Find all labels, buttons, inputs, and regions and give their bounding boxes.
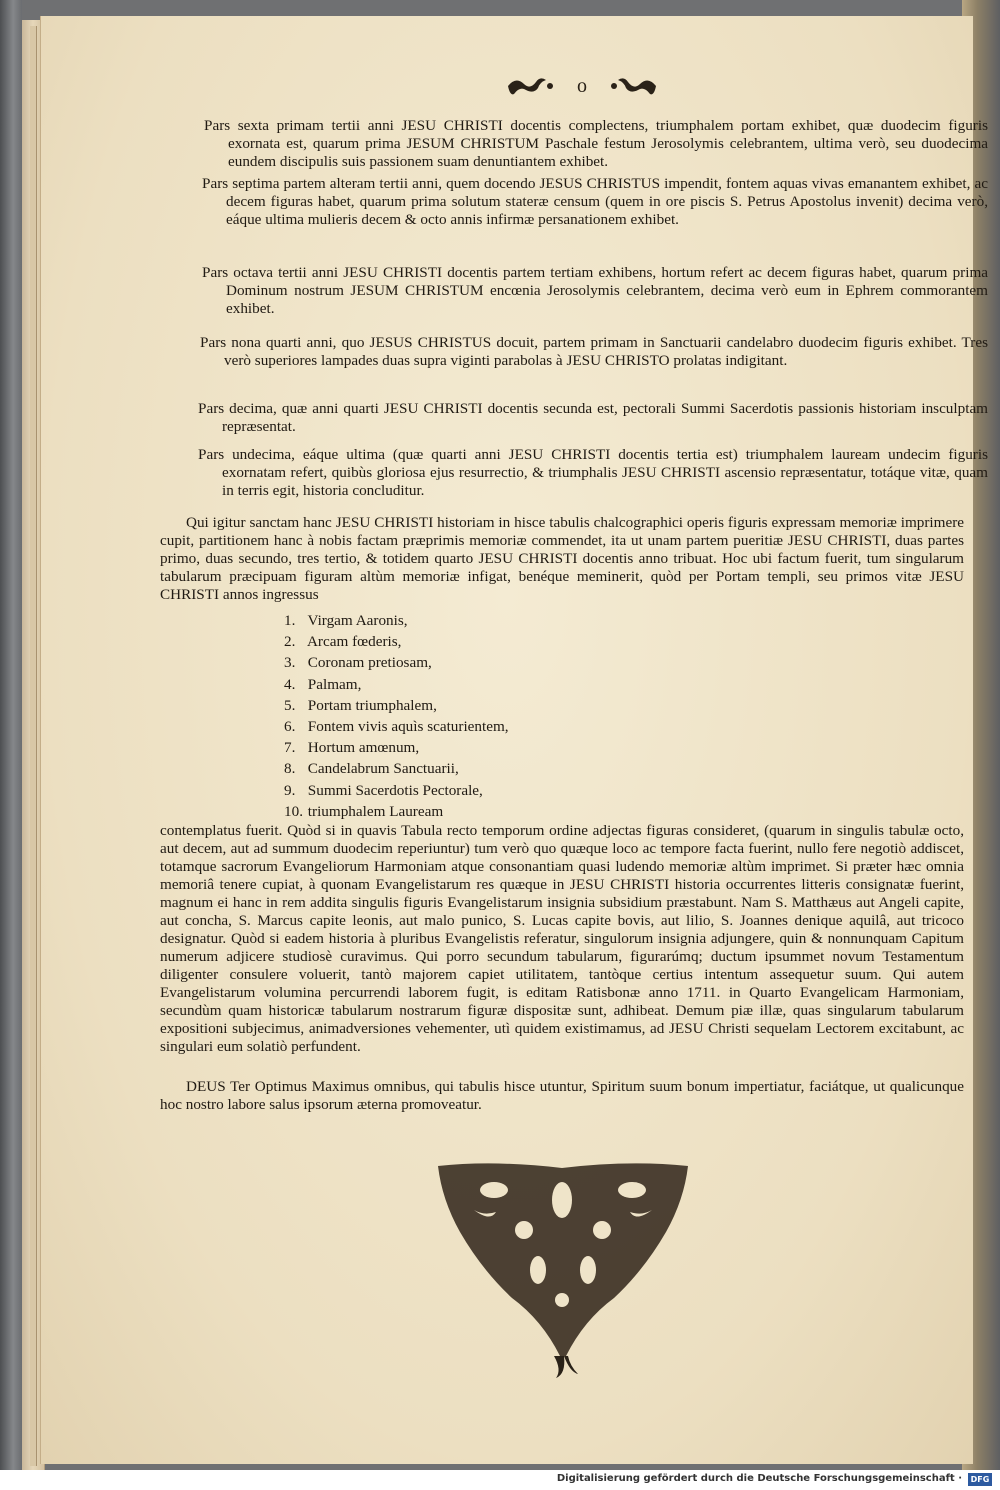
fleuron-ornament-icon (504, 72, 660, 100)
list-item: 9. Summi Sacerdotis Pectorale, (284, 781, 483, 799)
paragraph-intro: Qui igitur sanctam hanc JESU CHRISTI historiam in hisce tabulis chalcographici operis figuris expressam memoriæ imprimere cupit, partitionem hanc à nobis factam præprimis memoriæ commendet, ita ut unam partem pueritiæ JESU CHRISTI, duas partes primo, duas secundo, tres tertio, & totidem quarto JESU CHRISTI docentis anno tribuat. Hoc ubi factum fuerit, tum singularum tabularum præcipuam figuram altùm memoriæ infigat, benéque meminerit, quòd per Portam templi, seu primos vitæ JESU CHRISTI annos ingressus (160, 514, 964, 603)
paragraph-pars-octava: Pars octava tertii anni JESU CHRISTI docentis partem tertiam exhibens, hortum refert ac decem figuras habet, quarum prima Dominum nostrum JESUM CHRISTUM encœnia Jerosolymis celebrantem, decima verò eum in Ephrem commorantem exhibet. (202, 264, 988, 317)
list-item: 8. Candelabrum Sanctuarii, (284, 760, 459, 778)
book-binding (0, 0, 22, 1490)
list-item: 2. Arcam fœderis, (284, 633, 402, 651)
page-stack-left-inner (30, 26, 37, 1466)
paragraph-continuation: contemplatus fuerit. Quòd si in quavis Tabula recto temporum ordine adjectas figuras consideret, (quarum in singulis tabulæ octo, aut decem, aut ad summum duodecim reperiuntur) tum verò quo quæque loco ac tempore facta fuerint, nullo fere negotiò addiscet, totamque sacrorum Evangeliorum Harmoniam atque consonantiam quasi ludendo memoriæ altùm imprimet. Si præter hæc omnia memoriâ tenere cupiat, à quonam Evangelistarum res quæque in JESU CHRISTI historia occurrentes litteris consignatæ fuerint, magnum ei hanc in rem addita singulis figuris Evangelistarum insignia subsidium præstabunt. Nam S. Matthæus aut Angeli capite, aut concha, S. Marcus capite leonis, aut malo punico, S. Lucas capite bovis, aut lilio, S. Joannes denique aquilâ, aut tricoco designatur. Quòd si eadem historia à pluribus Evangelistis referatur, singulorum insignia adjungere, quin & nonnunquam Capitum numerum adjicere studiosè curavimus. Qui porro secundum tabularum, figurarúmq; ductum ipsummet novum Testamentum diligenter consulere voluerit, tantò majorem capiet utilitatem, tantòque certius intentum assequetur suum. Qui autem Evangelistarum volumina percurrendi laborem fugit, is editam Ratisbonæ anno 1711. in Quarto Evangelicam Harmoniam, secundùm quam historicæ tabularum nostrarum figuræ dispositæ sunt, adhibeat. Demum piæ illæ, quas singularum tabularum expositioni subjecimus, animadversiones vehementer, utì quidem existimamus, ad JESU Christi sequelam Lectorem excitabunt, ac singulari eum solatiò perfundent. (160, 822, 964, 1055)
floral-vignette-icon (434, 1160, 692, 1378)
footer-credit: Digitalisierung gefördert durch die Deutsche Forschungsgemeinschaft · (556, 1473, 962, 1484)
paragraph-pars-septima: Pars septima partem alteram tertii anni, quem docendo JESUS CHRISTUS impendit, fontem aquas vivas emanantem exhibet, ac decem figuras habet, quarum prima solutum stateræ censum (quem in ore piscis S. Petrus Apostolus invenit) decima verò, eáque ultima mulieris decem & octo annis infirmæ persanationem exhibet. (202, 175, 988, 228)
list-item: 4. Palmam, (284, 675, 362, 693)
paragraph-pars-decima: Pars decima, quæ anni quarti JESU CHRISTI docentis secunda est, pectorali Summi Sacerdotis passionis historiam insculptam repræsentat. (198, 400, 988, 435)
list-item: 1. Virgam Aaronis, (284, 612, 408, 629)
header-letter: o (577, 75, 587, 97)
list-item: 10. triumphalem Lauream (284, 802, 444, 820)
list-item: 7. Hortum amœnum, (284, 739, 420, 757)
paragraph-closing: DEUS Ter Optimus Maximus omnibus, qui tabulis hisce utuntur, Spiritum suum bonum impertiatur, faciátque, ut qualicunque hoc nostro labore salus ipsorum æterna promoveatur. (160, 1078, 964, 1113)
paragraph-pars-nona: Pars nona quarti anni, quo JESUS CHRISTUS docuit, partem primam in Sanctuarii candelabro duodecim figuris exhibet. Tres verò superiores lampades duas supra viginti parabolas à JESU CHRISTO prolatas indigitant. (200, 334, 988, 369)
dfg-logo: DFG (968, 1473, 992, 1486)
list-item: 5. Portam triumphalem, (284, 696, 437, 714)
memory-list (284, 610, 509, 822)
footer-bar (0, 1470, 1000, 1490)
list-item: 6. Fontem vivis aquìs scaturientem, (284, 718, 509, 736)
paragraph-pars-sexta: Pars sexta primam tertii anni JESU CHRISTI docentis complectens, triumphalem portam exhibet, quæ duodecim figuris exornata est, quarum prima JESUM CHRISTUM Paschale festum Jerosolymis celebrantem, ultima verò, seu duodecima eundem discipulis suis passionem suam denuntiantem exhibet. (204, 117, 988, 170)
paragraph-pars-undecima: Pars undecima, eáque ultima (quæ quarti anni JESU CHRISTI docentis tertia est) triumphalem lauream undecim figuris exornatam refert, quibùs gloriosa ejus resurrectio, & triumphalis JESU CHRISTI ascensio repræsentatur, totáque vitæ, quam in terris egit, historia concluditur. (198, 446, 988, 499)
list-item: 3. Coronam pretiosam, (284, 654, 432, 672)
